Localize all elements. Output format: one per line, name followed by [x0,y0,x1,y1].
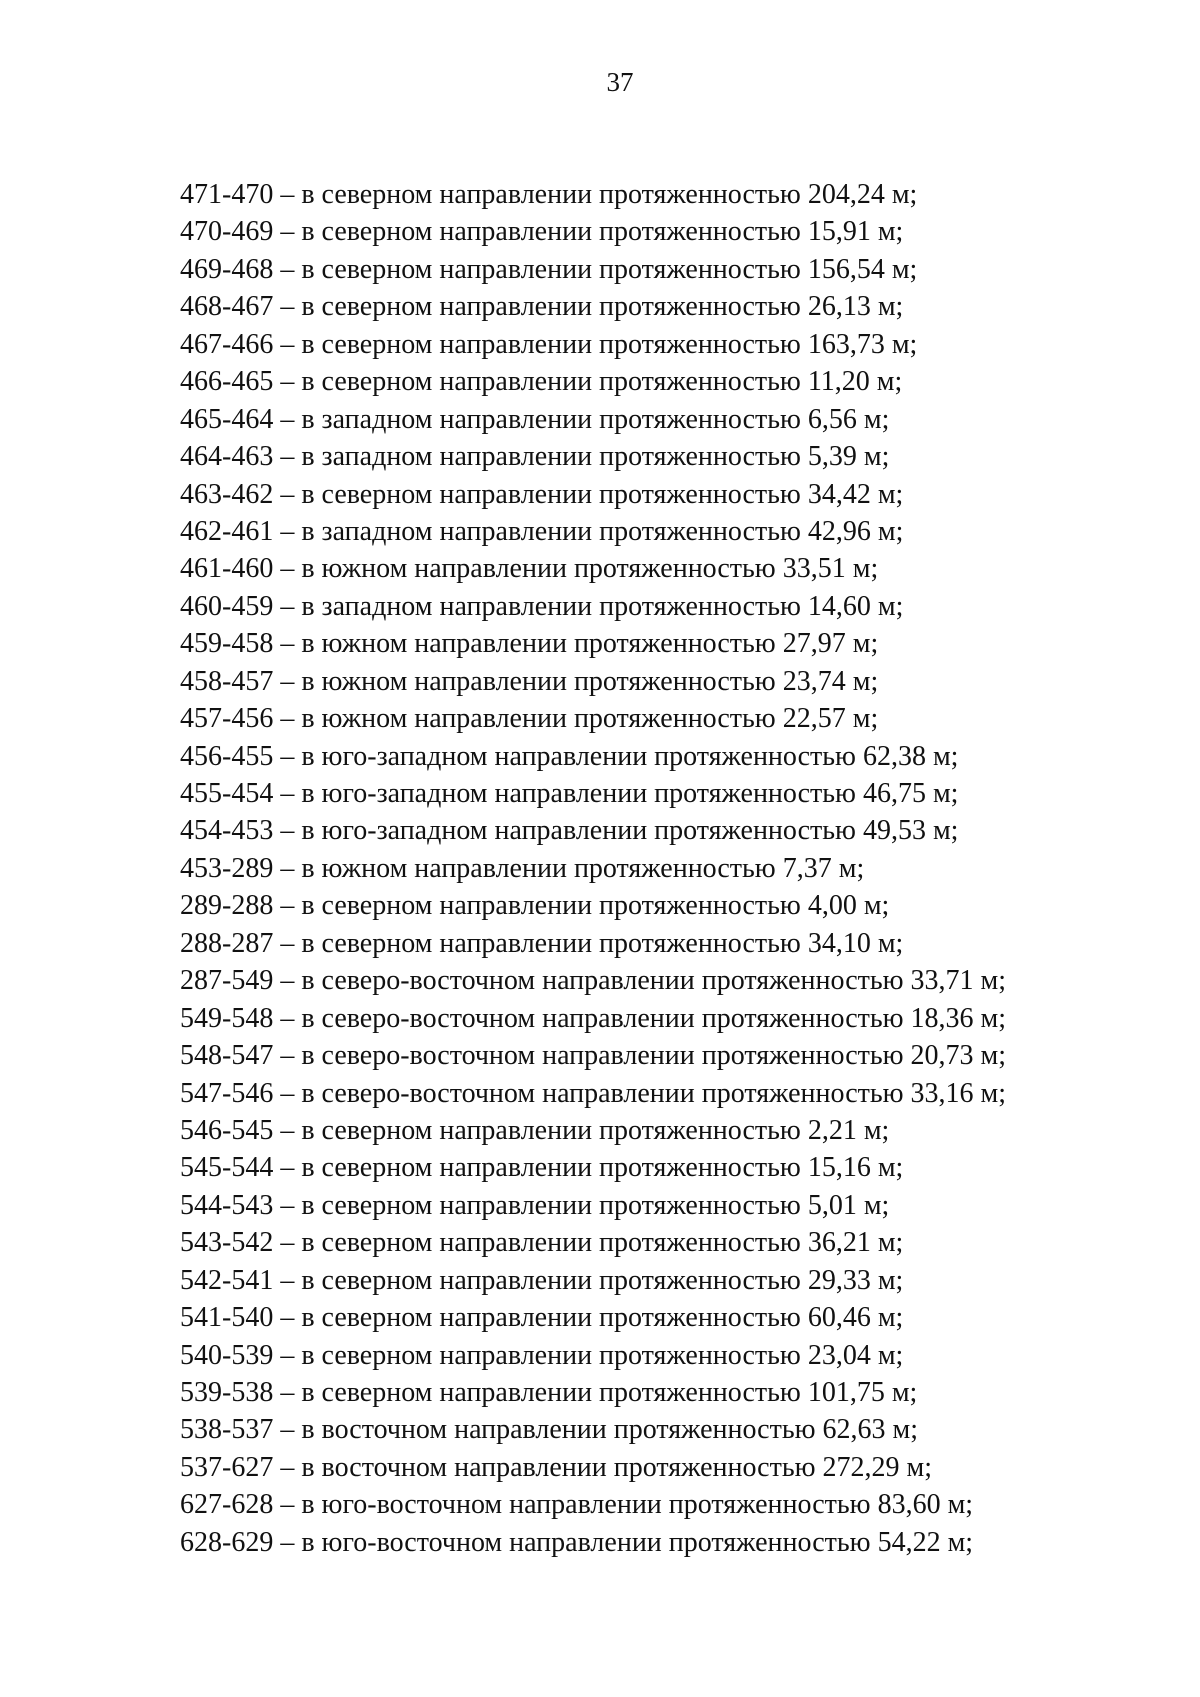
boundary-segment-line: 540-539 – в северном направлении протяженностью 23,04 м; [180,1339,904,1371]
boundary-segment-line: 468-467 – в северном направлении протяженностью 26,13 м; [180,291,904,323]
boundary-segment-line: 459-458 – в южном направлении протяженностью 27,97 м; [180,628,879,660]
boundary-segment-line: 627-628 – в юго-восточном направлении протяженностью 83,60 м; [180,1489,974,1521]
boundary-segment-line: 462-461 – в западном направлении протяженностью 42,96 м; [180,515,904,547]
boundary-segment-line: 542-541 – в северном направлении протяженностью 29,33 м; [180,1264,904,1296]
boundary-segment-line: 469-468 – в северном направлении протяженностью 156,54 м; [180,253,918,285]
boundary-segment-line: 288-287 – в северном направлении протяженностью 34,10 м; [180,927,904,959]
boundary-segment-line: 461-460 – в южном направлении протяженностью 33,51 м; [180,553,879,585]
boundary-segment-line: 453-289 – в южном направлении протяженностью 7,37 м; [180,852,865,884]
page-number: 37 [606,67,634,97]
boundary-segment-line: 454-453 – в юго-западном направлении протяженностью 49,53 м; [180,815,959,847]
boundary-segment-line: 539-538 – в северном направлении протяженностью 101,75 м; [180,1377,918,1408]
boundary-segment-line: 460-459 – в западном направлении протяженностью 14,60 м; [180,590,904,622]
boundary-segment-line: 541-540 – в северном направлении протяженностью 60,46 м; [180,1302,904,1334]
boundary-segment-line: 466-465 – в северном направлении протяженностью 11,20 м; [180,366,903,398]
boundary-segment-line: 470-469 – в северном направлении протяженностью 15,91 м; [180,216,904,248]
boundary-segment-line: 465-464 – в западном направлении протяженностью 6,56 м; [180,403,890,435]
boundary-segment-line: 463-462 – в северном направлении протяженностью 34,42 м; [180,478,904,510]
boundary-segment-line: 457-456 – в южном направлении протяженностью 22,57 м; [180,703,879,735]
boundary-segment-line: 537-627 – в восточном направлении протяженностью 272,29 м; [180,1451,933,1483]
boundary-segment-line: 289-288 – в северном направлении протяженностью 4,00 м; [180,890,890,922]
boundary-segment-line: 546-545 – в северном направлении протяженностью 2,21 м; [180,1114,890,1146]
boundary-segment-line: 628-629 – в юго-восточном направлении протяженностью 54,22 м; [180,1526,974,1558]
boundary-segment-line: 543-542 – в северном направлении протяженностью 36,21 м; [180,1227,904,1259]
boundary-segment-line: 458-457 – в южном направлении протяженностью 23,74 м; [180,665,879,697]
boundary-segment-line: 545-544 – в северном направлении протяженностью 15,16 м; [180,1152,904,1184]
boundary-segment-list [180,176,1006,1561]
boundary-segment-line: 287-549 – в северо-восточном направлении протяженностью 33,71 м; [180,965,1007,997]
boundary-segment-line: 456-455 – в юго-западном направлении протяженностью 62,38 м; [180,740,959,772]
boundary-segment-line: 455-454 – в юго-западном направлении протяженностью 46,75 м; [180,778,959,809]
boundary-segment-line: 471-470 – в северном направлении протяженностью 204,24 м; [180,179,918,210]
boundary-segment-line: 464-463 – в западном направлении протяженностью 5,39 м; [180,441,890,473]
boundary-segment-line: 538-537 – в восточном направлении протяженностью 62,63 м; [180,1414,919,1446]
boundary-segment-line: 548-547 – в северо-восточном направлении протяженностью 20,73 м; [180,1040,1007,1072]
boundary-segment-line: 467-466 – в северном направлении протяженностью 163,73 м; [180,328,918,360]
boundary-segment-line: 549-548 – в северо-восточном направлении протяженностью 18,36 м; [180,1002,1007,1034]
boundary-segment-line: 547-546 – в северо-восточном направлении протяженностью 33,16 м; [180,1077,1007,1109]
boundary-segment-line: 544-543 – в северном направлении протяженностью 5,01 м; [180,1189,890,1221]
